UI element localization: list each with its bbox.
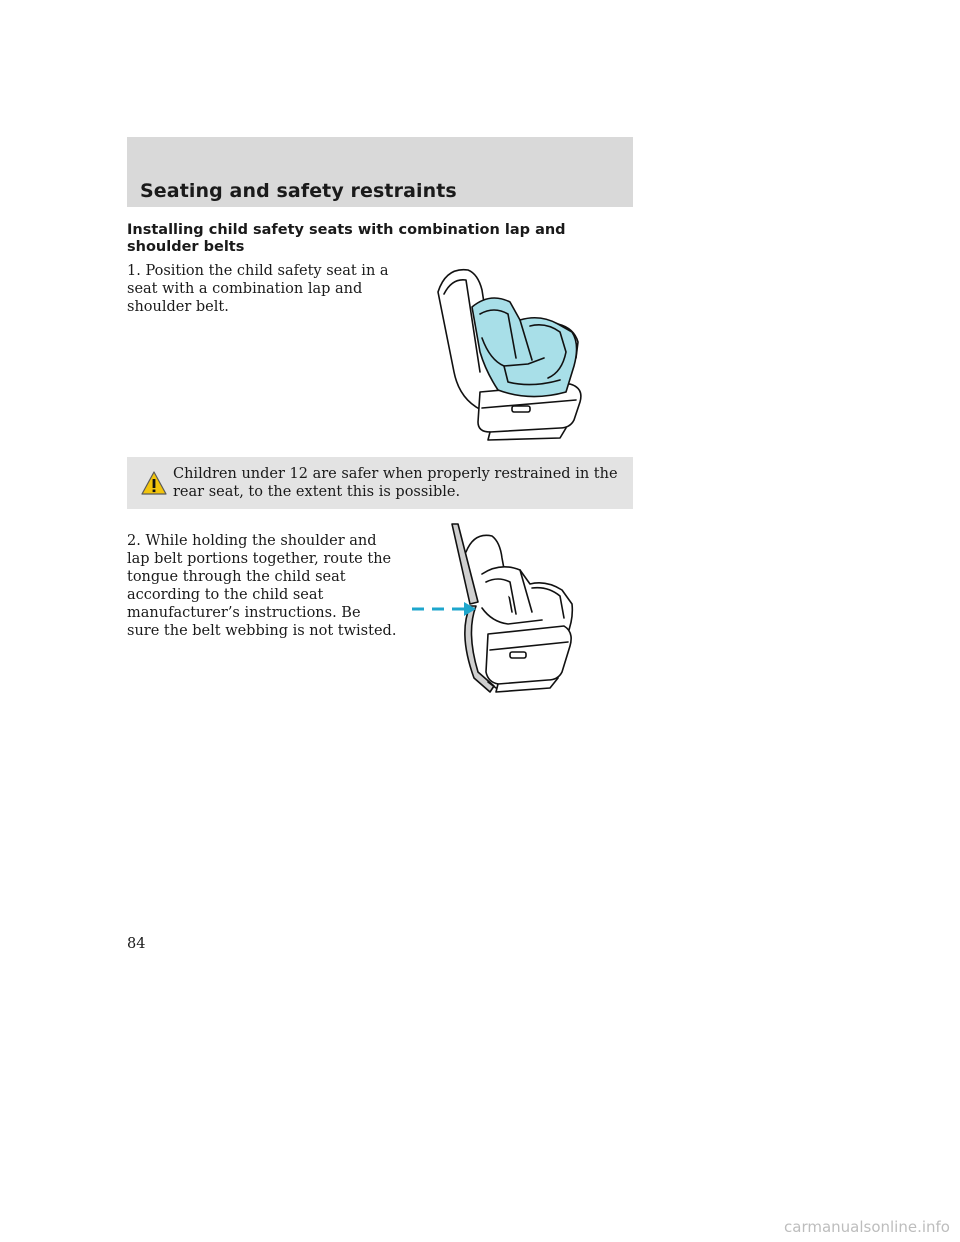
- warning-text: Children under 12 are safer when properly restrained in the rear seat, to the extent this is possible.: [173, 466, 618, 500]
- child-seat-in-vehicle-seat-illustration: [420, 262, 610, 442]
- warning-box: [127, 457, 633, 509]
- belt-routing-illustration: [412, 522, 602, 694]
- step-1-text: 1. Position the child safety seat in a seat with a combination lap and shoulder belt.: [127, 263, 389, 315]
- procedure-heading: Installing child safety seats with combination lap and shoulder belts: [127, 222, 566, 255]
- section-title: Seating and safety restraints: [140, 180, 457, 202]
- step-2-text: 2. While holding the shoulder and lap belt portions together, route the tongue through the child seat according to the child seat manufacturer’s instructions. Be sure the belt webbing is not twisted.: [127, 533, 397, 639]
- warning-triangle-icon: [141, 471, 167, 495]
- watermark: carmanualsonline.info: [784, 1218, 950, 1236]
- page-number: 84: [127, 936, 146, 952]
